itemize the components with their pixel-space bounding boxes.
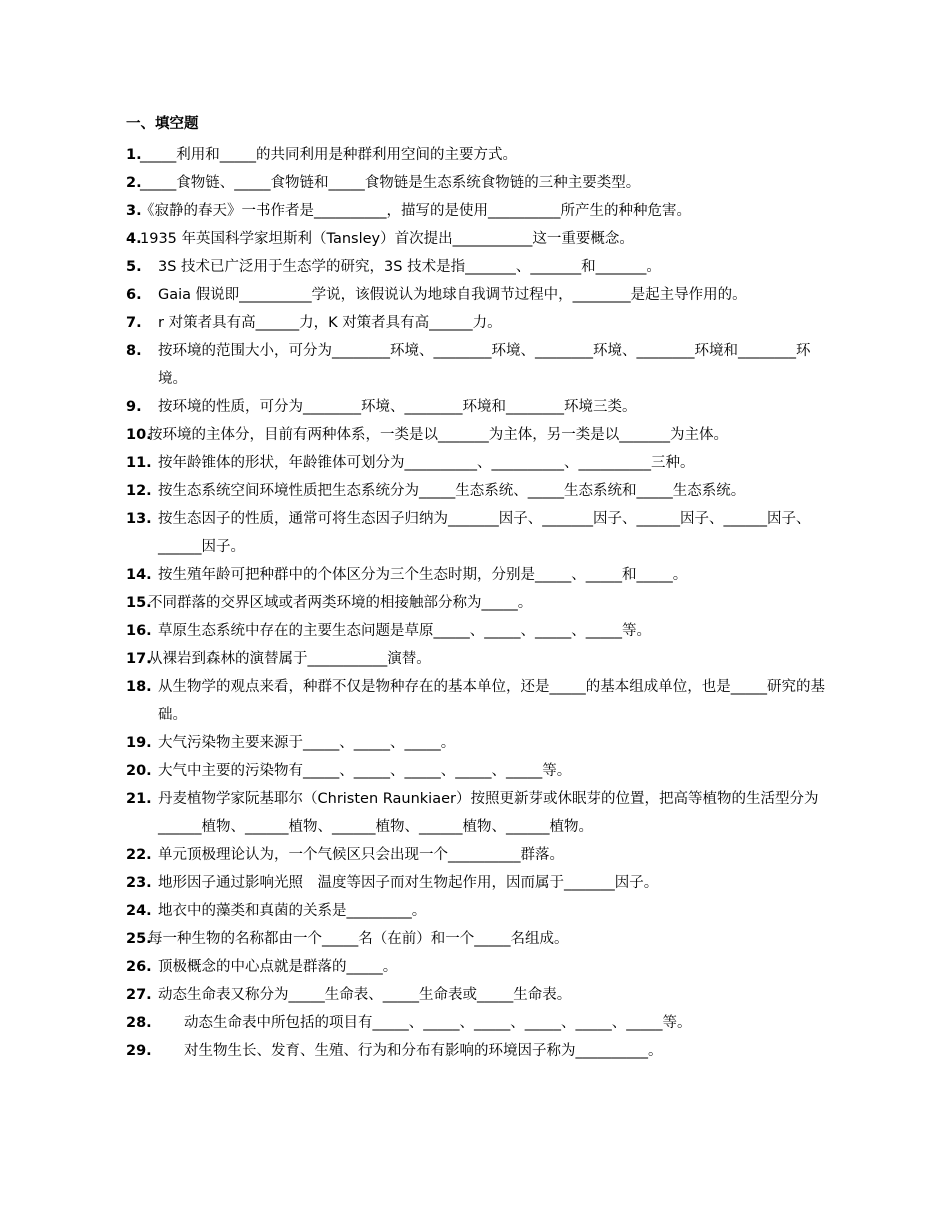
- question-text: 按环境的性质，可分为________环境、________环境和________环境三类。: [158, 399, 637, 415]
- question-item: [126, 617, 826, 645]
- question-item: [126, 785, 826, 841]
- question-number: 6.: [126, 287, 142, 303]
- section-title: 一、填空题: [126, 116, 199, 132]
- question-item: [126, 925, 826, 953]
- question-text: 对生物生长、发育、生殖、行为和分布有影响的环境因子称为__________。: [184, 1043, 663, 1059]
- question-item: [126, 477, 826, 505]
- question-item: [126, 393, 826, 421]
- question-text: 按生殖年龄可把种群中的个体区分为三个生态时期，分别是_____、_____和_____。: [158, 567, 688, 583]
- question-number: 2.: [126, 175, 142, 191]
- question-number: 7.: [126, 315, 142, 331]
- question-item: [126, 645, 826, 673]
- question-number: 11.: [126, 455, 152, 471]
- question-number: 17.: [126, 651, 152, 667]
- question-number: 16.: [126, 623, 152, 639]
- question-number: 14.: [126, 567, 152, 583]
- question-text: 动态生命表又称分为_____生命表、_____生命表或_____生命表。: [158, 987, 572, 1003]
- question-number: 22.: [126, 847, 152, 863]
- question-item: [126, 281, 826, 309]
- question-text: 顶极概念的中心点就是群落的_____。: [158, 959, 398, 975]
- question-item: [126, 197, 826, 225]
- question-text: 丹麦植物学家阮基耶尔（Christen Raunkiaer）按照更新芽或休眠芽的位置，把高等植物的生活型分为______植物、______植物、______植物、______植物、______植物。: [158, 791, 819, 835]
- question-number: 19.: [126, 735, 152, 751]
- question-text: 地衣中的藻类和真菌的关系是_________。: [158, 903, 427, 919]
- question-item: [126, 757, 826, 785]
- question-item: [126, 337, 826, 393]
- question-text: 《寂静的春天》一书作者是__________，描写的是使用__________所产生的种种危害。: [140, 203, 691, 219]
- question-text: 每一种生物的名称都由一个_____名（在前）和一个_____名组成。: [148, 931, 569, 947]
- question-text: 大气中主要的污染物有_____、_____、_____、_____、_____等。: [158, 763, 572, 779]
- question-text: 按环境的主体分，目前有两种体系，一类是以_______为主体，另一类是以_______为主体。: [148, 427, 728, 443]
- question-item: [126, 729, 826, 757]
- question-item: [126, 253, 826, 281]
- question-text: 按生态因子的性质，通常可将生态因子归纳为_______因子、_______因子、______因子、______因子、______因子。: [158, 511, 811, 555]
- question-number: 28.: [126, 1015, 152, 1031]
- question-number: 13.: [126, 511, 152, 527]
- question-text: _____利用和_____的共同利用是种群利用空间的主要方式。: [140, 147, 517, 163]
- question-number: 3.: [126, 203, 142, 219]
- question-item: [126, 141, 826, 169]
- question-item: [126, 169, 826, 197]
- question-number: 4.: [126, 231, 142, 247]
- question-item: [126, 561, 826, 589]
- question-text: r 对策者具有高______力，K 对策者具有高______力。: [158, 315, 502, 331]
- question-number: 21.: [126, 791, 152, 807]
- question-item: [126, 421, 826, 449]
- question-text: 地形因子通过影响光照 温度等因子而对生物起作用，因而属于_______因子。: [158, 875, 659, 891]
- question-number: 29.: [126, 1043, 152, 1059]
- question-text: 单元顶极理论认为，一个气候区只会出现一个__________群落。: [158, 847, 564, 863]
- question-item: [126, 981, 826, 1009]
- question-number: 20.: [126, 763, 152, 779]
- question-item: [126, 309, 826, 337]
- question-text: 按生态系统空间环境性质把生态系统分为_____生态系统、_____生态系统和_____生态系统。: [158, 483, 746, 499]
- question-text: 从裸岩到森林的演替属于___________演替。: [148, 651, 431, 667]
- question-text: 大气污染物主要来源于_____、_____、_____。: [158, 735, 456, 751]
- question-number: 24.: [126, 903, 152, 919]
- question-item: [126, 841, 826, 869]
- question-number: 26.: [126, 959, 152, 975]
- question-item: [126, 897, 826, 925]
- question-number: 23.: [126, 875, 152, 891]
- question-item: [126, 589, 826, 617]
- question-text: 按环境的范围大小，可分为________环境、________环境、________环境、________环境和________环境。: [158, 343, 811, 387]
- question-number: 15.: [126, 595, 152, 611]
- question-item: [126, 1037, 826, 1065]
- question-item: [126, 673, 826, 729]
- question-number: 25.: [126, 931, 152, 947]
- question-item: [126, 869, 826, 897]
- question-item: [126, 505, 826, 561]
- question-text: 草原生态系统中存在的主要生态问题是草原_____、_____、_____、_____等。: [158, 623, 651, 639]
- question-item: [126, 225, 826, 253]
- question-text: Gaia 假说即__________学说，该假说认为地球自我调节过程中，________是起主导作用的。: [158, 287, 747, 303]
- question-item: [126, 449, 826, 477]
- question-text: 不同群落的交界区域或者两类环境的相接触部分称为_____。: [148, 595, 533, 611]
- question-text: 按年龄锥体的形状，年龄锥体可划分为__________、__________、__________三种。: [158, 455, 695, 471]
- question-item: [126, 953, 826, 981]
- question-number: 18.: [126, 679, 152, 695]
- question-number: 10.: [126, 427, 152, 443]
- question-number: 27.: [126, 987, 152, 1003]
- question-number: 9.: [126, 399, 142, 415]
- question-number: 5.: [126, 259, 142, 275]
- question-text: _____食物链、_____食物链和_____食物链是生态系统食物链的三种主要类型。: [140, 175, 641, 191]
- question-text: 3S 技术已广泛用于生态学的研究，3S 技术是指_______、_______和_______。: [158, 259, 661, 275]
- question-number: 1.: [126, 147, 142, 163]
- question-number: 12.: [126, 483, 152, 499]
- question-number: 8.: [126, 343, 142, 359]
- question-list: [126, 141, 826, 1065]
- question-text: 从生物学的观点来看，种群不仅是物种存在的基本单位，还是_____的基本组成单位，也是_____研究的基础。: [158, 679, 825, 723]
- question-item: [126, 1009, 826, 1037]
- question-text: 动态生命表中所包括的项目有_____、_____、_____、_____、_____、_____等。: [184, 1015, 692, 1031]
- question-text: 1935 年英国科学家坦斯利（Tansley）首次提出___________这一重要概念。: [140, 231, 634, 247]
